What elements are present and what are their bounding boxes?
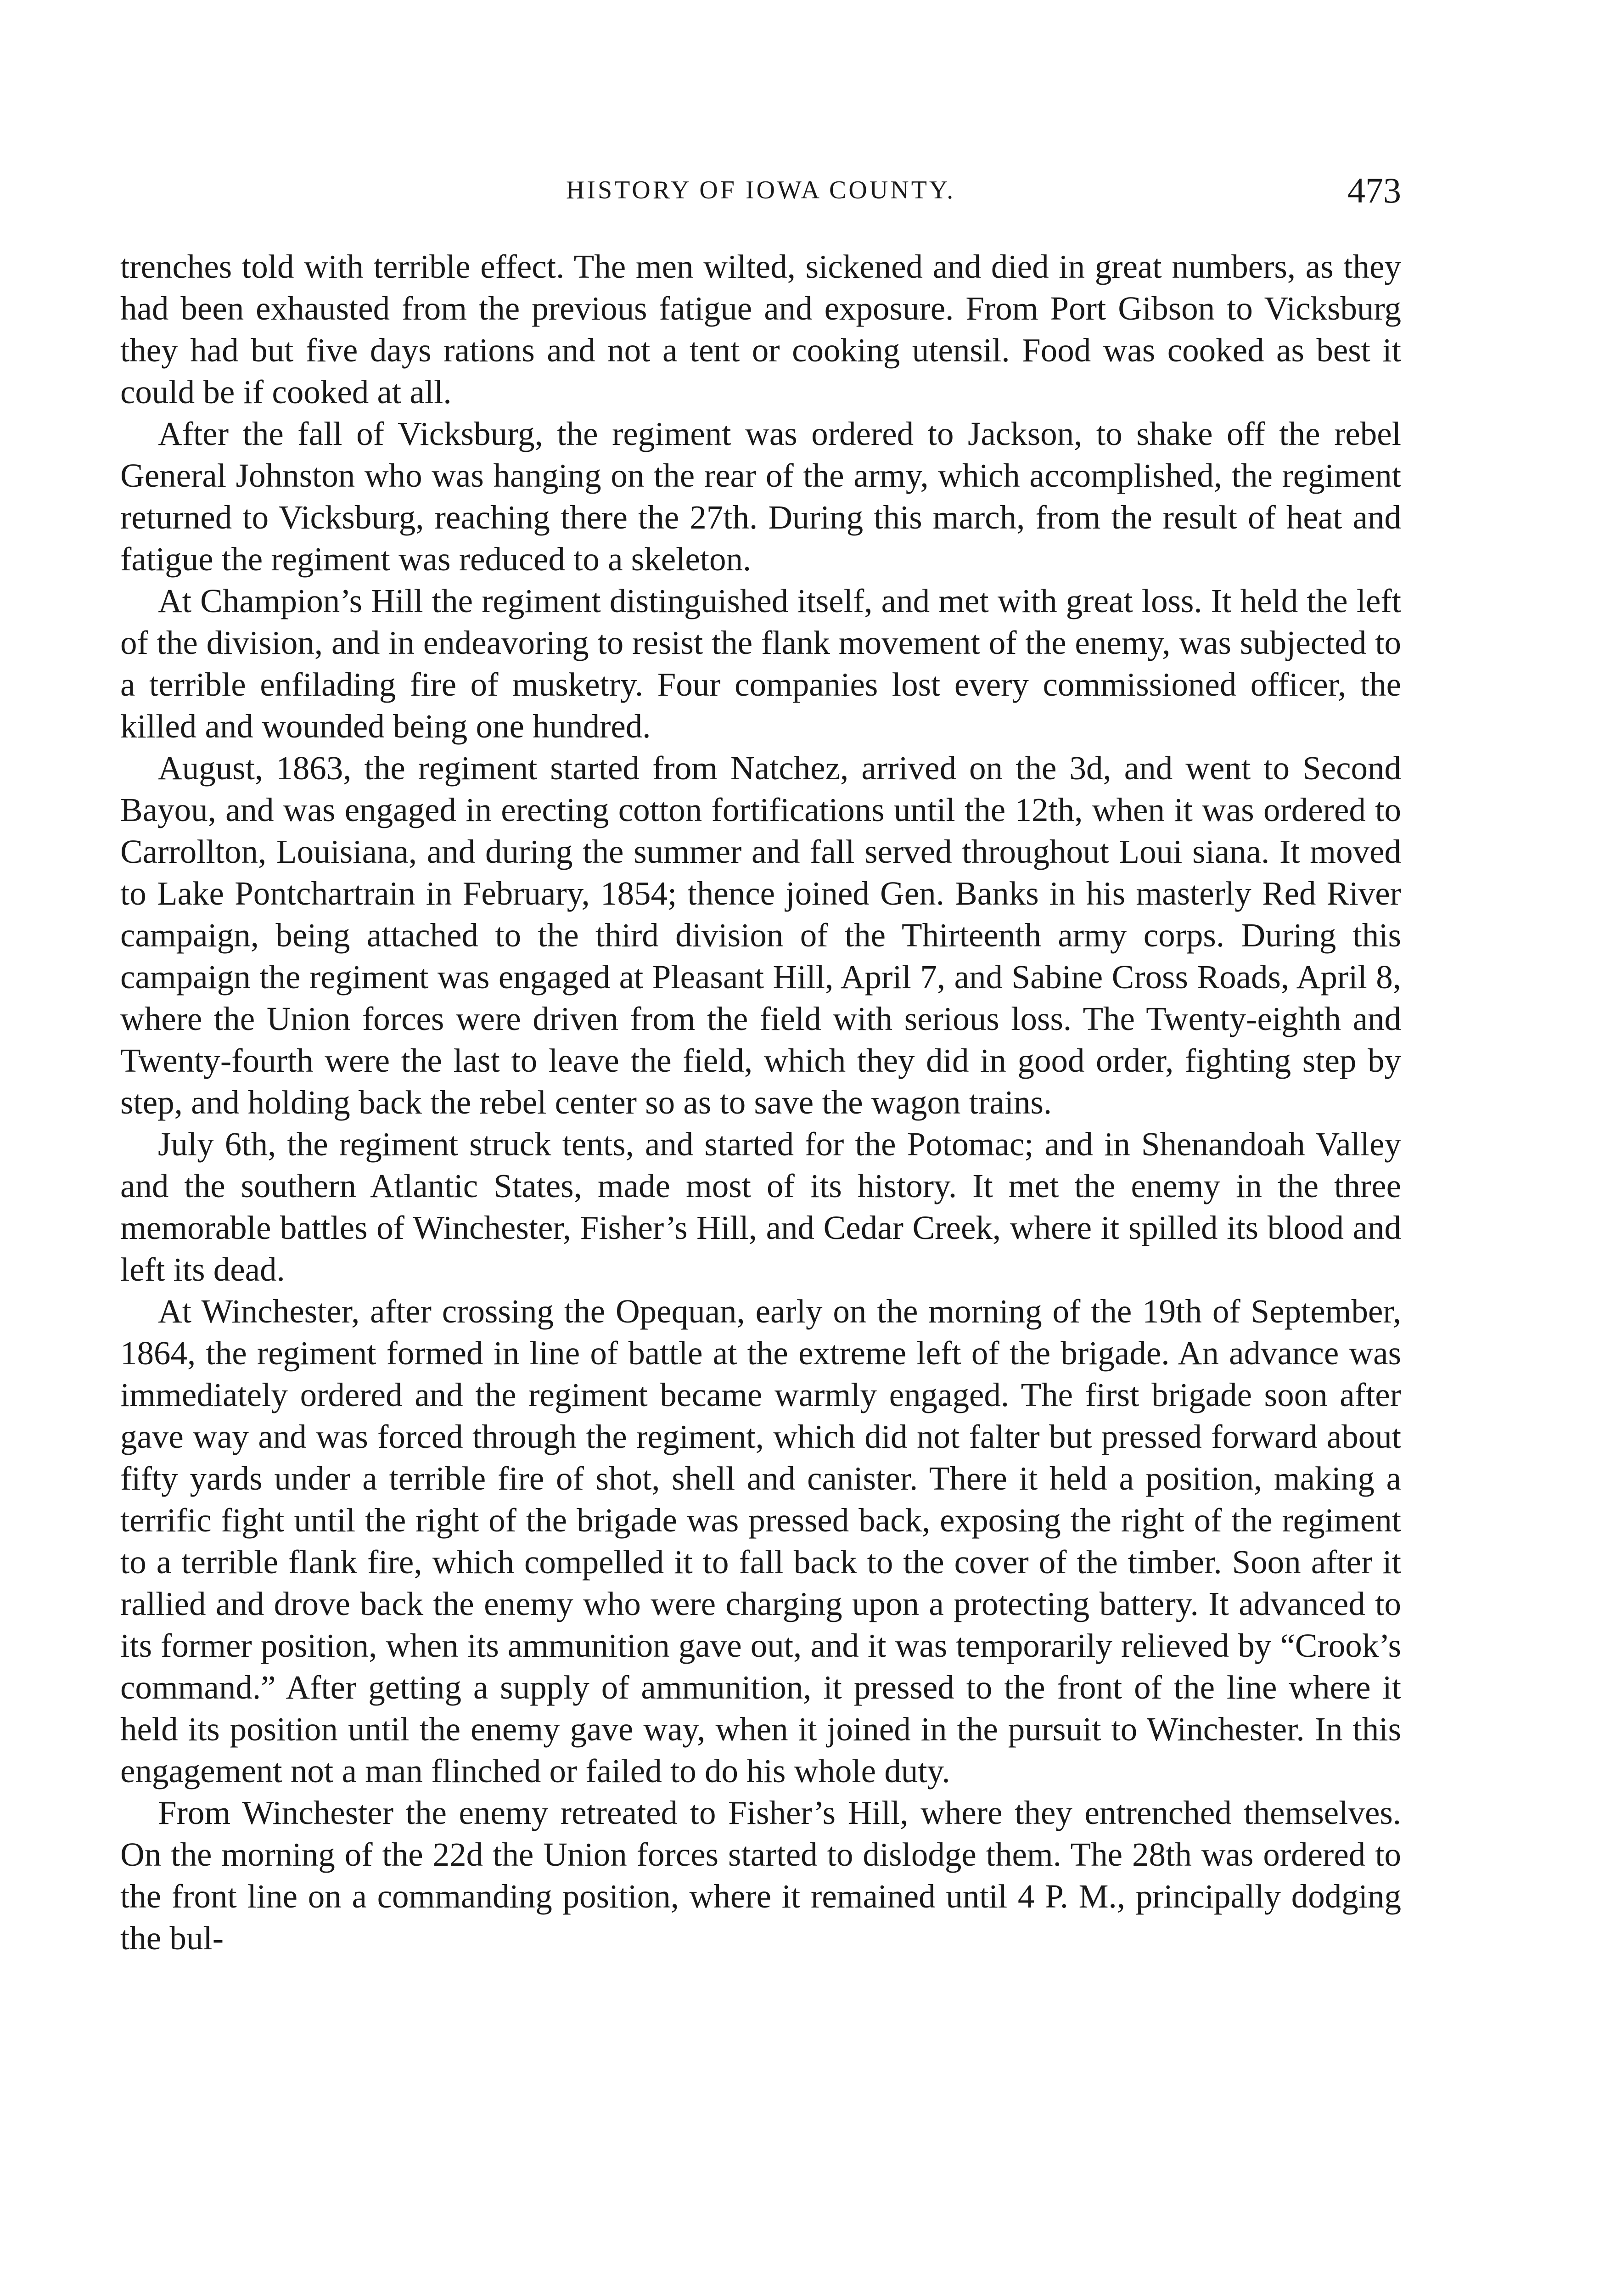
- paragraph-champions-hill: At Champion’s Hill the regiment distinguished itself, and met with great loss. It held the left of the division, and in endeavoring to resist the flank movement of the enemy, was subjected to a terrible enfilading fire of musketry. Four companies lost every commissioned officer, the killed and wounded being one hundred.: [120, 582, 1401, 745]
- body-text: [120, 246, 1401, 1959]
- paragraph-fishers-hill: From Winchester the enemy retreated to Fisher’s Hill, where they entrenched themselves. On the morning of the 22d the Union forces started to dislodge them. The 28th was ordered to the front line on a commanding position, where it remained until 4 P. M., principally dodging the bul-: [120, 1794, 1401, 1957]
- paragraph-vicksburg-trenches: trenches told with terrible effect. The men wilted, sickened and died in great numbers, as they had been exhausted from the previous fatigue and exposure. From Port Gibson to Vicksburg they had but five days rations and not a tent or cooking utensil. Food was cooked as best it could be if cooked at all.: [120, 248, 1401, 411]
- running-header: [120, 170, 1401, 216]
- paragraph-after-vicksburg: After the fall of Vicksburg, the regiment was ordered to Jackson, to shake off the rebel General Johnston who was hanging on the rear of the army, which accomplished, the regiment returned to Vicksburg, reaching there the 27th. During this march, from the result of heat and fatigue the regiment was reduced to a skeleton.: [120, 415, 1401, 578]
- paragraph-august-1863: August, 1863, the regiment started from Natchez, arrived on the 3d, and went to Second Bayou, and was engaged in erecting cotton fortifications until the 12th, when it was ordered to Carrollton, Louisiana, and during the summer and fall served throughout Loui siana. It moved to Lake Pontchartrain in February, 1854; thence joined Gen. Banks in his masterly Red River campaign, being attached to the third division of the Thirteenth army corps. During this campaign the regiment was engaged at Pleasant Hill, April 7, and Sabine Cross Roads, April 8, where the Union forces were driven from the field with serious loss. The Twenty-eighth and Twenty-fourth were the last to leave the field, which they did in good order, fighting step by step, and holding back the rebel center so as to save the wagon trains.: [120, 749, 1401, 1121]
- paragraph-winchester: At Winchester, after crossing the Opequan, early on the morning of the 19th of September, 1864, the regiment formed in line of battle at the extreme left of the brigade. An advance was immediately ordered and the regiment became warmly engaged. The first brigade soon after gave way and was forced through the regiment, which did not falter but pressed forward about fifty yards under a terrible fire of shot, shell and canister. There it held a position, making a terrific fight until the right of the brigade was pressed back, exposing the right of the regiment to a terrible flank fire, which compelled it to fall back to the cover of the timber. Soon after it rallied and drove back the enemy who were charging upon a protecting battery. It advanced to its former position, when its ammunition gave out, and it was temporarily relieved by “Crook’s command.” After getting a supply of ammunition, it pressed to the front of the line where it held its position until the enemy gave way, when it joined in the pursuit to Winchester. In this engagement not a man flinched or failed to do his whole duty.: [120, 1293, 1401, 1790]
- page-number: 473: [1347, 170, 1401, 210]
- paragraph-july-6th: July 6th, the regiment struck tents, and started for the Potomac; and in Shenandoah Valley and the southern Atlantic States, made most of its history. It met the enemy in the three memorable battles of Winchester, Fisher’s Hill, and Cedar Creek, where it spilled its blood and left its dead.: [120, 1125, 1401, 1288]
- running-title: HISTORY OF IOWA COUNTY.: [566, 176, 956, 204]
